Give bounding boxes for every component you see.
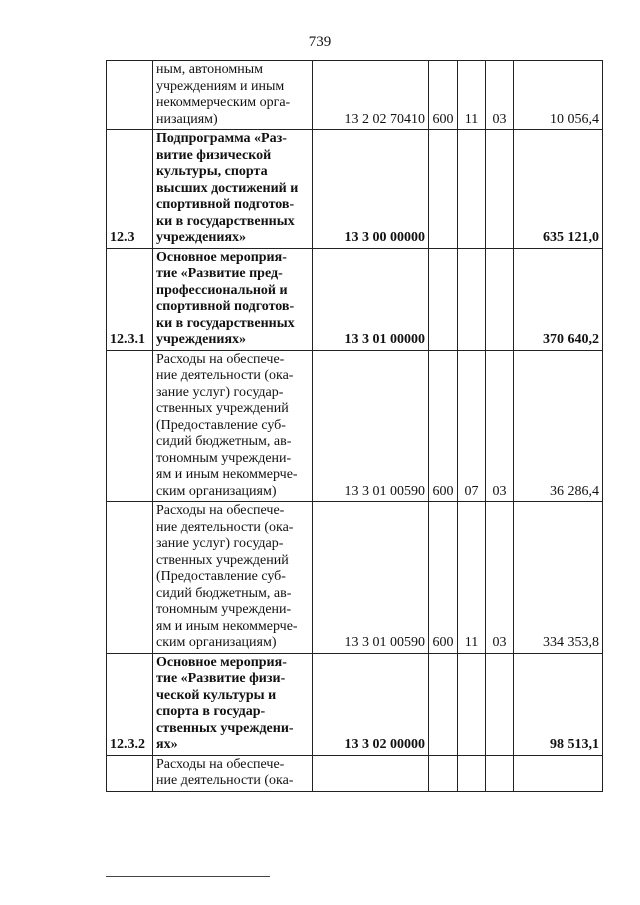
- row-name-line: ние деятельности (ока-: [156, 519, 294, 535]
- section-code: [458, 248, 486, 350]
- table-row: [107, 755, 603, 791]
- row-name-line: ние деятельности (ока-: [156, 773, 294, 788]
- row-number: [107, 61, 153, 130]
- table-row: [107, 653, 603, 755]
- footnote-separator: [106, 876, 270, 877]
- row-name-line: тономным учреждени-: [156, 602, 292, 617]
- subsection-code: [486, 248, 514, 350]
- subsection-code: [486, 130, 514, 249]
- amount: [514, 755, 603, 791]
- row-name-line: спортивной подготов-: [156, 299, 295, 314]
- table-body: [107, 61, 603, 792]
- expense-type-code: [429, 755, 458, 791]
- row-name-line: Расходы на обеспече-: [156, 756, 285, 772]
- row-name-line: Расходы на обеспече-: [156, 351, 285, 367]
- row-name-line: ским организациям): [156, 635, 277, 650]
- row-name-line: учреждениям и иным: [156, 78, 285, 94]
- section-code: 07: [458, 350, 486, 502]
- row-name-line: ки в государственных: [156, 315, 295, 331]
- amount: 36 286,4: [514, 350, 603, 502]
- row-name-line: ственных учреждени-: [156, 720, 294, 736]
- row-name: [153, 248, 313, 350]
- expense-type-code: 600: [429, 350, 458, 502]
- row-name-line: ки в государственных: [156, 213, 295, 229]
- table-row: [107, 502, 603, 654]
- expense-type-code: [429, 653, 458, 755]
- subsection-code: 03: [486, 61, 514, 130]
- section-code: 11: [458, 61, 486, 130]
- row-name-line: Расходы на обеспече-: [156, 503, 285, 518]
- target-article-code: 13 3 01 00590: [313, 502, 429, 654]
- expense-type-code: [429, 130, 458, 249]
- row-name-line: некоммерческим орга-: [156, 95, 291, 110]
- row-name: [153, 130, 313, 249]
- table-row: [107, 61, 603, 130]
- subsection-code: 03: [486, 502, 514, 654]
- row-name-line: Подпрограмма «Раз-: [156, 131, 287, 146]
- row-name-line: витие физической: [156, 147, 272, 163]
- row-name-line: зание услуг) государ-: [156, 536, 284, 551]
- row-number: [107, 502, 153, 654]
- row-name-line: Основное мероприя-: [156, 249, 287, 265]
- row-name-line: культуры, спорта: [156, 164, 268, 179]
- page-number: 739: [308, 34, 332, 50]
- row-number: [107, 350, 153, 502]
- table-row: [107, 350, 603, 502]
- row-name-line: Основное мероприя-: [156, 654, 287, 670]
- row-name-line: учреждениях»: [156, 332, 247, 347]
- expense-type-code: 600: [429, 502, 458, 654]
- row-number: 12.3.1: [107, 248, 153, 350]
- row-name-line: зание услуг) государ-: [156, 384, 284, 400]
- row-name-line: сидий бюджетным, ав-: [156, 434, 292, 449]
- row-number: 12.3.2: [107, 653, 153, 755]
- row-name: [153, 350, 313, 502]
- target-article-code: 13 2 02 70410: [313, 61, 429, 130]
- row-number: 12.3: [107, 130, 153, 249]
- section-code: [458, 130, 486, 249]
- row-name: [153, 502, 313, 654]
- row-name-line: ях»: [156, 737, 178, 752]
- target-article-code: 13 3 00 00000: [313, 130, 429, 249]
- row-name-line: спортивной подготов-: [156, 197, 295, 212]
- subsection-code: 03: [486, 350, 514, 502]
- row-name-line: спорта в государ-: [156, 704, 266, 719]
- row-name-line: тие «Развитие пред-: [156, 266, 283, 281]
- row-name-line: высших достижений и: [156, 180, 299, 196]
- target-article-code: 13 3 01 00000: [313, 248, 429, 350]
- row-name-line: ским организациям): [156, 483, 277, 499]
- row-name: [153, 61, 313, 130]
- row-name-line: сидий бюджетным, ав-: [156, 585, 292, 601]
- section-code: 11: [458, 502, 486, 654]
- table-row: [107, 248, 603, 350]
- budget-table: [106, 60, 603, 792]
- section-code: [458, 653, 486, 755]
- row-name-line: низациям): [156, 111, 218, 127]
- section-code: [458, 755, 486, 791]
- row-name-line: ям и иным некоммерче-: [156, 467, 298, 482]
- target-article-code: 13 3 02 00000: [313, 653, 429, 755]
- amount: 334 353,8: [514, 502, 603, 654]
- row-name-line: ям и иным некоммерче-: [156, 618, 298, 634]
- row-name-line: ственных учреждений: [156, 552, 289, 568]
- row-name-line: профессиональной и: [156, 282, 288, 298]
- row-name: [153, 755, 313, 791]
- expense-type-code: [429, 248, 458, 350]
- row-name-line: тономным учреждени-: [156, 450, 292, 466]
- row-name-line: ным, автономным: [156, 62, 264, 77]
- row-name-line: (Предоставление суб-: [156, 569, 286, 584]
- row-name-line: ние деятельности (ока-: [156, 368, 294, 383]
- row-name-line: ческой культуры и: [156, 687, 277, 703]
- row-name-line: (Предоставление суб-: [156, 417, 286, 433]
- target-article-code: [313, 755, 429, 791]
- row-name-line: учреждениях»: [156, 230, 247, 245]
- row-name-line: ственных учреждений: [156, 401, 289, 416]
- subsection-code: [486, 755, 514, 791]
- subsection-code: [486, 653, 514, 755]
- table-row: [107, 130, 603, 249]
- amount: 635 121,0: [514, 130, 603, 249]
- row-name-line: тие «Развитие физи-: [156, 671, 286, 686]
- row-number: [107, 755, 153, 791]
- amount: 10 056,4: [514, 61, 603, 130]
- amount: 98 513,1: [514, 653, 603, 755]
- row-name: [153, 653, 313, 755]
- expense-type-code: 600: [429, 61, 458, 130]
- target-article-code: 13 3 01 00590: [313, 350, 429, 502]
- amount: 370 640,2: [514, 248, 603, 350]
